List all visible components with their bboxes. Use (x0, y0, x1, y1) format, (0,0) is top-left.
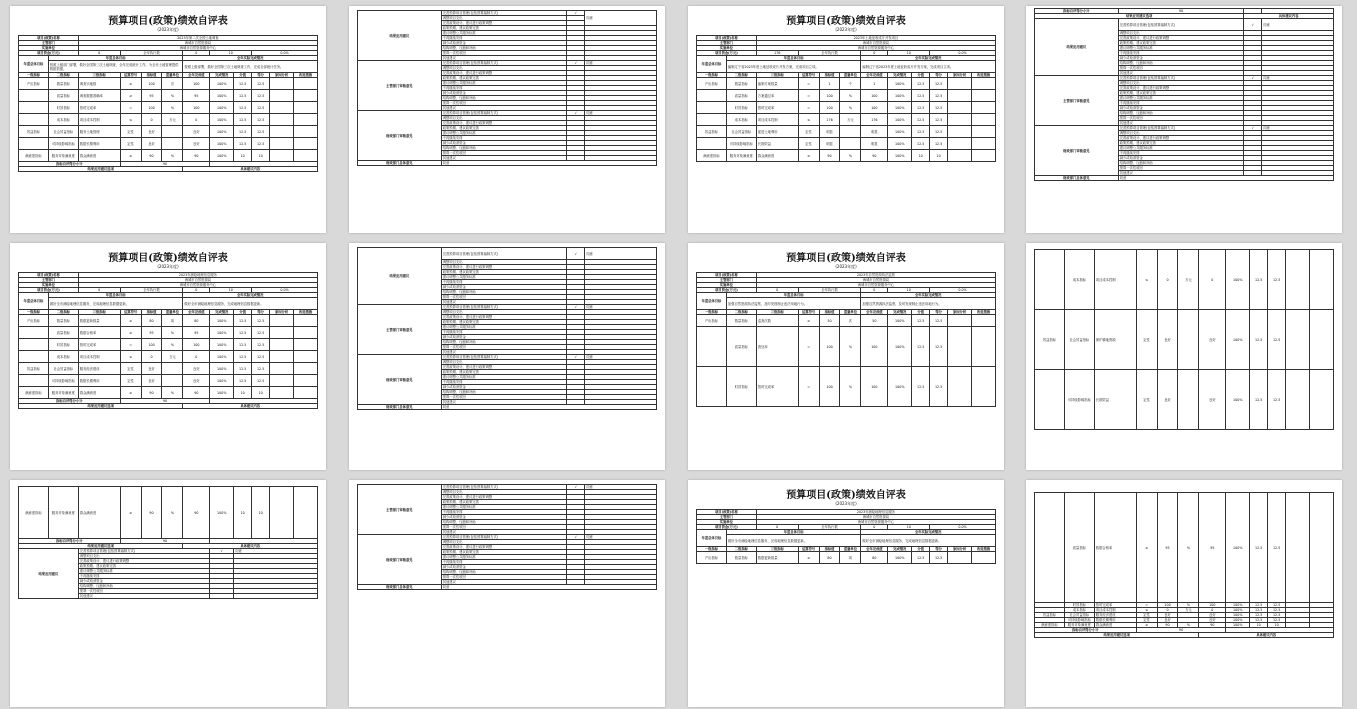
page-title: 预算项目(政策)绩效自评表 (108, 16, 228, 27)
report-page-5 (10, 243, 326, 470)
suggestion-table: 结果应用建议 完善预算项目管理(包括预算编制方式) √ 同意 调整项目支出 完善政策设计、建议进行政策调整 政策预期、建议政策完善 建议调整公共服务标准 不再继续安排 减少或取消资金 结构调整、压缩和补助 预算一次性收回 其他建议 主管部门审核意见 完善预算项目管理(包括预算编制方式) √ 同意 调整项目支出 完善政策设计、建议进行政策调整 政策预期、建议政策完善 建议调整公共服务标准 不再继续安排 减少或取消资金 结构调整、压缩和补助 预算一次性收回 其他建议 财政部门审核意见 完善预算项目管理(包括预算编制方式) √ 同意 调整项目支出 完善政策设计、建议进行政策调整 政策预期、建议政策完善 建议调整公共服务标准 不再继续安排 减少或取消资金 结构调整、压缩和补助 预算一次性收回 其他建议 财政部门总体意见 同意 (357, 10, 657, 166)
table-row: 时效指标 按时完成率 = 100 % 100 100% 12.5 12.5 (19, 339, 318, 351)
table-row: 时效指标 按时完成率 = 100 % 100 100% 12.5 12.5 (1035, 603, 1334, 608)
table-row: 成本指标 项目成本控制 ≤ 0 万元 0 100% 12.5 12.5 (19, 351, 318, 363)
table-row: 时效指标 按时完成率 = 100 % 100 100% 12.5 12.5 (697, 102, 996, 114)
table-row: 产出指标 数量指标 巡查次数 ≥ 50 次 50 100% 12.5 12.5 (697, 315, 996, 327)
page-year: (2023年度) (157, 264, 179, 269)
suggestion-table: 主管部门审核意见 完善预算项目管理(包括预算编制方式) √ 同意 调整项目支出 完善政策设计、建议进行政策调整 政策预期、建议政策完善 建议调整公共服务标准 不再继续安排 减少或取消资金 结构调整、压缩和补助 预算一次性收回 其他建议 财政部门审核意见 完善预算项目管理(包括预算编制方式) √ 同意 调整项目支出 完善政策设计、建议进行政策调整 政策预期、建议政策完善 建议调整公共服务标准 不再继续安排 减少或取消资金 结构调整、压缩和补助 预算一次性收回 其他建议 财政部门总体意见 同意 (357, 484, 657, 590)
table-row: 产出指标 数量指标 调查宗地数 ≥ 100 宗 100 100% 12.5 12.5 (19, 78, 318, 90)
form-table: 项目(政策)名称 2023年测绘地理信息服务 主管部门 海城市自然资源局 实施单位 海城市自然资源服务中心 项目资金(万元) 0 全年执行数 0 10 0.0% 年度总体目标 年度总体目标 全年实际完成情况 做好全市测绘地理信息服务，完成地理信息数据更新。 做好全市测绘地理信息服务，完成地理信息数据更新。 一级指标 二级指标 三级指标 运算符号 指标值 度量单位 全年完成值 完成情况 分值 得分 原因分析 改进措施 产出指标 数量指标 数据更新数量 ≥ 80 项 80 100% 12.5 12.5 (696, 509, 996, 564)
form-table: 项目(政策)名称 2023年土地征收成片开发项目 主管部门 海城市自然资源局 实施单位 海城市自然资源服务中心 项目资金(万元) 176 全年执行数 0 10 0.0% 年度总体目标 年度总体目标 全年实际完成情况 编制辽宁省2023年度土地征收成片开发方案，完成项目立项。 编制辽宁省2023年度土地征收成片开发方案，完成项目立项。 一级指标 二级指标 三级指标 运算符号 指标值 度量单位 全年完成值 完成情况 分值 得分 原因分析 改进措施 产出指标 数量指标 编制方案数量 = 1 个 1 100% 12.5 12.5 质量指标 方案通过率 = 100 % 100 100% 12.5 12.5 时效指标 按时完成率 = 100 % 100 100% 12.5 12.5 成本指标 项目成本控制 ≤ 176 万元 176 100% 12.5 12.5 效益指标 社会效益指标 促进土地利用 定性 明显 明显 100% 12.5 12.5 可持续影响指标 长期效益 定性 明显 明显 100% 12.5 12.5 满意度指标 服务对象满意度 群众满意度 ≥ 90 % 90 100% 10 10 (696, 35, 996, 162)
table-row: 效益指标 社会效益指标 服务经济建设 定性 良好 良好 100% 12.5 12.5 (1035, 613, 1334, 618)
suggestion-table: 指标自评得分小计 90 结果应用建议选项 具体建议内容 结果应用建议 完善预算项目管理(包括预算编制方式) √ 同意 调整项目支出 完善政策设计、建议进行政策调整 政策预期、建议政策完善 建议调整公共服务标准 不再继续安排 减少或取消资金 结构调整、压缩和补助 预算一次性收回 其他建议 主管部门审核意见 完善预算项目管理(包括预算编制方式) √ 同意 调整项目支出 完善政策设计、建议进行政策调整 政策预期、建议政策完善 建议调整公共服务标准 不再继续安排 减少或取消资金 结构调整、压缩和补助 预算一次性收回 其他建议 财政部门审核意见 完善预算项目管理(包括预算编制方式) √ 同意 调整项目支出 完善政策设计、建议进行政策调整 政策预期、建议政策完善 建议调整公共服务标准 不再继续安排 减少或取消资金 结构调整、压缩和补助 预算一次性收回 其他建议 财政部门总体意见 同意 (1034, 8, 1334, 181)
page-year: (2023年度) (835, 264, 857, 269)
suggestion-table: 结果应用建议 完善预算项目管理(包括预算编制方式) √ 同意 调整项目支出 完善政策设计、建议进行政策调整 政策预期、建议政策完善 建议调整公共服务标准 不再继续安排 减少或取消资金 结构调整、压缩和补助 预算一次性收回 其他建议 主管部门审核意见 完善预算项目管理(包括预算编制方式) √ 同意 调整项目支出 完善政策设计、建议进行政策调整 政策预期、建议政策完善 建议调整公共服务标准 不再继续安排 减少或取消资金 结构调整、压缩和补助 预算一次性收回 其他建议 财政部门审核意见 完善预算项目管理(包括预算编制方式) √ 同意 调整项目支出 完善政策设计、建议进行政策调整 政策预期、建议政策完善 建议调整公共服务标准 不再继续安排 减少或取消资金 结构调整、压缩和补助 预算一次性收回 其他建议 财政部门总体意见 同意 (357, 247, 657, 410)
table-row: 满意度指标 服务对象满意度 群众满意度 ≥ 90 % 90 100% 10 10 (1035, 623, 1334, 628)
page-year: (2023年度) (835, 27, 857, 32)
table-row: 产出指标 数量指标 数据更新数量 ≥ 80 项 80 100% 12.5 12.5 (19, 315, 318, 327)
page-year: (2023年度) (157, 27, 179, 32)
table-row: 质量指标 调查数据准确率 ≥ 95 % 95 100% 12.5 12.5 (19, 90, 318, 102)
report-page-1 (10, 6, 326, 233)
page-title: 预算项目(政策)绩效自评表 (786, 16, 906, 27)
table-row: 可持续影响指标 长期效益 定性 良好 良好 100% 12.5 12.5 (1035, 370, 1334, 430)
table-row: 满意度指标 服务对象满意度 群众满意度 ≥ 90 % 90 100% 10 10 (19, 150, 318, 162)
report-page-4 (1026, 6, 1342, 233)
table-row: 质量指标 数据合格率 ≥ 95 % 95 100% 12.5 12.5 (19, 327, 318, 339)
table-row: 质量指标 方案通过率 = 100 % 100 100% 12.5 12.5 (697, 90, 996, 102)
table-row: 满意度指标 服务对象满意度 群众满意度 ≥ 90 % 90 100% 10 10 (19, 487, 318, 539)
table-row: 满意度指标 服务对象满意度 群众满意度 ≥ 90 % 90 100% 10 10 (697, 150, 996, 162)
table-row: 满意度指标 服务对象满意度 群众满意度 ≥ 90 % 90 100% 10 10 (19, 387, 318, 399)
project-name: 2023年第二次全国土地调查 (78, 36, 317, 41)
report-page-8 (1026, 243, 1342, 470)
table-row: 成本指标 项目成本控制 ≤ 176 万元 176 100% 12.5 12.5 (697, 114, 996, 126)
form-table-continued: 质量指标 数据合格率 ≥ 95 % 95 100% 12.5 12.5 时效指标 按时完成率 = 100 % 100 100% 12.5 12.5 成本指标 项目成本控制 ≤ 0 万元 0 100% 12.5 12.5 效益指标 社会效益指标 服务经济建设 定性 良好 良好 100% 12.5 12.5 可持续影响指标 数据长期利用 定性 良好 良好 100% 12.5 12.5 满意度指标 服务对象满意度 群众满意度 ≥ 90 % 90 100% 10 10 指标自评得分小计 90 结果应用建议选项 具体建议内容 (1034, 492, 1334, 638)
page-title: 预算项目(政策)绩效自评表 (786, 253, 906, 264)
form-table-continued: 满意度指标 服务对象满意度 群众满意度 ≥ 90 % 90 100% 10 10 指标自评得分小计 90 结果应用建议选项 具体建议内容 结果应用建议 完善预算项目管理(包括预算编制方式) √ 同意 调整项目支出 完善政策设计、建议进行政策调整 政策预期、建议政策完善 建议调整公共服务标准 不再继续安排 减少或取消资金 结构调整、压缩和补助 预算一次性收回 其他建议 (18, 486, 318, 599)
form-table: 项目(政策)名称 2023年测绘地理信息服务 主管部门 海城市自然资源局 实施单位 海城市自然资源服务中心 项目资金(万元) 0 全年执行数 0 10 0.0% 年度总体目标 年度总体目标 全年实际完成情况 做好全市测绘地理信息服务，完成地理信息数据更新。 做好全市测绘地理信息服务，完成地理信息数据更新。 一级指标 二级指标 三级指标 运算符号 指标值 度量单位 全年完成值 完成情况 分值 得分 原因分析 改进措施 产出指标 数量指标 数据更新数量 ≥ 80 项 80 100% 12.5 12.5 质量指标 数据合格率 ≥ 95 % 95 100% 12.5 12.5 时效指标 按时完成率 = 100 % 100 100% 12.5 12.5 成本指标 项目成本控制 ≤ 0 万元 0 100% 12.5 12.5 效益指标 社会效益指标 服务经济建设 定性 良好 良好 100% 12.5 12.5 可持续影响指标 数据长期利用 定性 良好 良好 100% 12.5 12.5 满意度指标 服务对象满意度 群众满意度 ≥ 90 % 90 100% 10 10 指标自评得分小计 90 结果应用建议选项 具体建议内容 (18, 272, 318, 409)
table-row: 可持续影响指标 数据长期利用 定性 良好 良好 100% 12.5 12.5 (1035, 618, 1334, 623)
table-row: 效益指标 社会效益指标 服务经济建设 定性 良好 良好 100% 12.5 12.5 (19, 363, 318, 375)
page-year: (2023年度) (835, 501, 857, 506)
form-table-continued (1034, 249, 1334, 430)
table-row: 质量指标 查处率 = 100 % 100 100% 12.5 12.5 (697, 327, 996, 367)
table-row: 质量指标 数据合格率 ≥ 95 % 95 100% 12.5 12.5 (1035, 493, 1334, 603)
table-row: 效益指标 社会效益指标 保护耕地资源 定性 良好 良好 100% 12.5 12.5 (1035, 310, 1334, 370)
table-row: 产出指标 数量指标 编制方案数量 = 1 个 1 100% 12.5 12.5 (697, 78, 996, 90)
table-row: 效益指标 社会效益指标 促进土地利用 定性 明显 明显 100% 12.5 12.5 (697, 126, 996, 138)
table-row: 产出指标 数量指标 数据更新数量 ≥ 80 项 80 100% 12.5 12.5 (697, 552, 996, 564)
table-row: 成本指标 项目成本控制 ≤ 0 万元 0 100% 12.5 12.5 (1035, 608, 1334, 613)
form-table: 项目(政策)名称 2023年自然资源执法监察 主管部门 海城市自然资源局 实施单位 海城市自然资源服务中心 项目资金(万元) 0 全年执行数 0 10 0.0% 年度总体目标 年度总体目标 全年实际完成情况 加强自然资源执法监察，及时发现制止违法用地行为。 加强自然资源执法监察，及时发现制止违法用地行为。 一级指标 二级指标 三级指标 运算符号 指标值 度量单位 全年完成值 完成情况 分值 得分 原因分析 改进措施 产出指标 数量指标 巡查次数 ≥ 50 次 50 100% 12.5 12.5 质量指标 查处率 = 100 % 100 100% 12.5 12.5 时效指标 按时完成率 = 100 % 100 100% 12.5 12.5 (696, 272, 996, 407)
table-row: 时效指标 按时完成率 = 100 % 100 100% 12.5 12.5 (19, 102, 318, 114)
table-row: 可持续影响指标 数据长期利用 定性 良好 良好 100% 12.5 12.5 (19, 138, 318, 150)
table-row: 成本指标 项目成本控制 ≤ 0 万元 0 100% 12.5 12.5 (19, 114, 318, 126)
form-table: 项目(政策)名称 2023年第二次全国土地调查 主管部门 海城市自然资源局 实施单位 海城市自然资源服务中心 项目资金(万元) 0 全年执行数 0 10 0.0% 年度总体目标 年度总体目标 全年实际完成情况 按照上级部门部署，做好全国第三次土地调查，全年完成统计工作，为全市土地管理提供数据依据。 按照上级部署，做好全国第三次土地调查工作，完成全部统计任务。 一级指标 二级指标 三级指标 运算符号 指标值 度量单位 全年完成值 完成情况 分值 得分 原因分析 改进措施 产出指标 数量指标 调查宗地数 ≥ 100 宗 100 100% 12.5 12.5 质量指标 调查数据准确率 ≥ 95 % 95 100% 12.5 12.5 时效指标 按时完成率 = 100 % 100 100% 12.5 12.5 成本指标 项目成本控制 ≤ 0 万元 0 100% 12.5 12.5 效益指标 社会效益指标 服务土地管理 定性 良好 良好 100% 12.5 12.5 可持续影响指标 数据长期利用 定性 良好 良好 100% 12.5 12.5 满意度指标 服务对象满意度 群众满意度 ≥ 90 % 90 100% 10 10 指标自评得分小计 90 结果应用建议选项 具体建议内容 (18, 35, 318, 172)
report-page-9 (10, 480, 326, 707)
report-page-10 (349, 480, 665, 707)
page-title: 预算项目(政策)绩效自评表 (786, 490, 906, 501)
table-row: 成本指标 项目成本控制 ≤ 0 万元 0 100% 12.5 12.5 (1035, 250, 1334, 310)
report-page-3 (688, 6, 1004, 233)
dept: 海城市自然资源局 (78, 41, 317, 46)
report-page-12 (1026, 480, 1342, 707)
table-row: 时效指标 按时完成率 = 100 % 100 100% 12.5 12.5 (697, 367, 996, 407)
report-page-2 (349, 6, 665, 233)
table-row: 可持续影响指标 长期效益 定性 明显 明显 100% 12.5 12.5 (697, 138, 996, 150)
table-row: 效益指标 社会效益指标 服务土地管理 定性 良好 良好 100% 12.5 12.5 (19, 126, 318, 138)
table-row: 可持续影响指标 数据长期利用 定性 良好 良好 100% 12.5 12.5 (19, 375, 318, 387)
report-page-7 (688, 243, 1004, 470)
report-page-6 (349, 243, 665, 470)
page-title: 预算项目(政策)绩效自评表 (108, 253, 228, 264)
impl: 海城市自然资源服务中心 (78, 46, 317, 51)
report-page-11 (688, 480, 1004, 707)
